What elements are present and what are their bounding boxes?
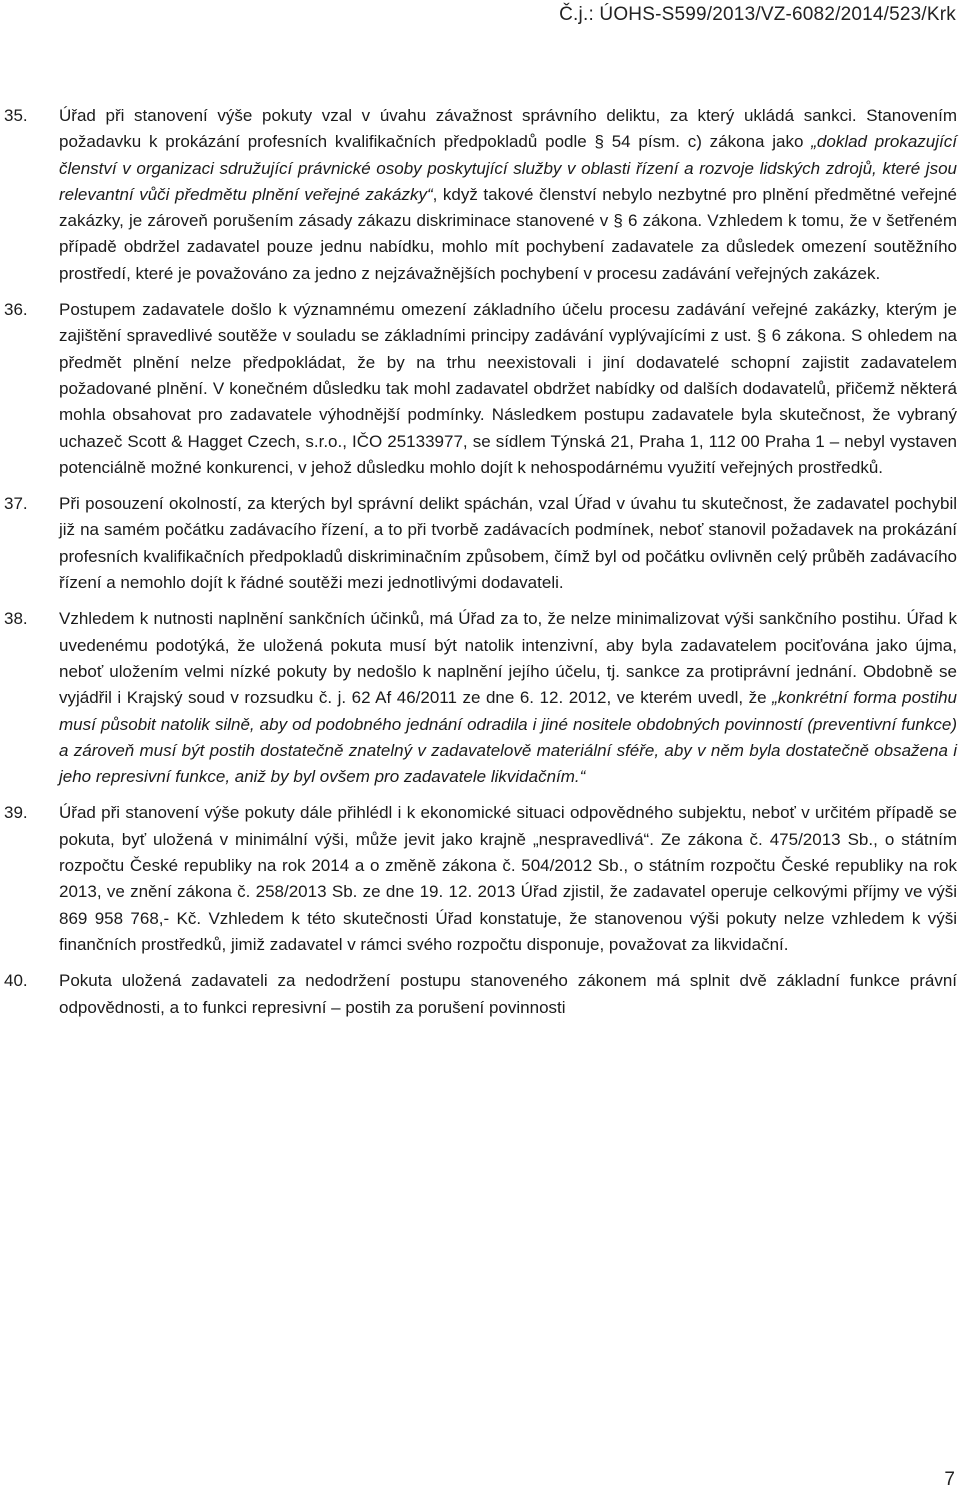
paragraph-text: [59, 968, 957, 1021]
text-segment: Vzhledem k nutnosti naplnění sankčních účinků, má Úřad za to, že nelze minimalizovat výši sankčního postihu. Úřad k uvedenému podotýká, že uložená pokuta musí být natolik intenzivní, aby byla zadavatelem pociťována jako újma, neboť uložením velmi nízké pokuty by nedošlo k naplnění jejího účelu, tj. sankce za protiprávní jednání. Obdobně se vyjádřil i Krajský soud v rozsudku č. j. 62 Af 46/2011 ze dne 6. 12. 2012, ve kterém uvedl, že: [59, 609, 957, 708]
paragraph-40: [4, 968, 957, 1021]
paragraph-text: [59, 606, 957, 790]
text-segment: Pokuta uložená zadavateli za nedodržení postupu stanoveného zákonem má splnit dvě základní funkce právní odpovědnosti, a to funkci represivní – postih za porušení povinnosti: [59, 971, 957, 1017]
paragraph-number: 35.: [4, 106, 28, 125]
text-segment: , když takové členství nebylo nezbytné pro plnění předmětné veřejné zakázky, je zároveň porušením zásady zákazu diskriminace stanovené v § 6 zákona. Vzhledem k tomu, že v šetřeném případě obdržel zadavatel pouze jednu nabídku, mohlo mít pochybení zadavatele za důsledek omezení soutěžního prostředí, které je považováno za jedno z nejzávažnějších pochybení v procesu zadávání veřejných zakázek.: [59, 184, 958, 283]
paragraph-text: [59, 297, 957, 481]
text-segment: Postupem zadavatele došlo k významnému omezení základního účelu procesu zadávání veřejné zakázky, kterým je zajištění spravedlivé soutěže v souladu se základními principy zadávání vyplývajícími z ust. § 6 zákona. S ohledem na předmět plnění nelze předpokládat, že by na trhu neexistovali i jiní dodavatelé schopní zajistit zadavatelem požadované plnění. V konečném důsledku tak mohl zadavatel obdržet nabídky od dalších dodavatelů, přičemž některá mohla obsahovat pro zadavatele výhodnější podmínky. Následkem postupu zadavatele byla skutečnost, že vybraný uchazeč Scott & Hagget Czech, s.r.o., IČO 25133977, se sídlem Týnská 21, Praha 1, 112 00 Praha 1 – nebyl vystaven potenciálně možné konkurenci, v jehož důsledku mohlo dojít k nehospodárnému využití veřejných prostředků.: [59, 300, 957, 477]
document-body: [4, 103, 957, 1031]
paragraph-36: [4, 297, 957, 481]
paragraph-number: 38.: [4, 609, 28, 629]
paragraph-text: [59, 491, 957, 596]
text-segment: Úřad při stanovení výše pokuty vzal v úvahu závažnost správního deliktu, za který ukládá sankci. Stanovením požadavku k prokázání profesních kvalifikačních předpokladů podle § 54 písm. c) zákona jako: [59, 106, 957, 152]
paragraph-37: [4, 491, 957, 596]
quoted-text-segment: „konkrétní forma postihu musí působit natolik silně, aby od podobného jednání odradila i jiné nositele obdobných povinností (preventivní funkce) a zároveň musí být postih dostatečně znatelný v zadavatelově materiální sféře, aby v něm byla dostatečně obsažena i jeho represivní funkce, aniž by byl ovšem pro zadavatele likvidačním.“: [59, 688, 958, 787]
document-reference: Č.j.: ÚOHS-S599/2013/VZ-6082/2014/523/Krk: [559, 4, 956, 25]
paragraph-text: [59, 103, 957, 287]
text-segment: Při posouzení okolností, za kterých byl správní delikt spáchán, vzal Úřad v úvahu tu skutečnost, že zadavatel pochybil již na samém počátku zadávacího řízení, a to při tvorbě zadávacích podmínek, neboť stanovil požadavek na prokázání profesních kvalifikačních předpokladů diskriminačním způsobem, čímž byl od počátku ovlivněn celý průběh zadávacího řízení a nemohlo dojít k řádné soutěži mezi jednotlivými dodavateli.: [59, 494, 957, 593]
paragraph-39: [4, 800, 957, 958]
text-segment: Úřad při stanovení výše pokuty dále přihlédl i k ekonomické situaci odpovědného subjektu, neboť v určitém případě se pokuta, byť uložená v minimální výši, může jevit jako krajně „nespravedlivá“. Ze zákona č. 475/2013 Sb., o státním rozpočtu České republiky na rok 2014 a o změně zákona č. 504/2012 Sb., o státním rozpočtu České republiky na rok 2013, ve znění zákona č. 258/2013 Sb. ze dne 19. 12. 2013 Úřad zjistil, že zadavatel operuje celkovými příjmy ve výši 869 958 768,- Kč. Vzhledem k této skutečnosti Úřad konstatuje, že stanovenou výši pokuty nelze vzhledem k výši finančních prostředků, jimiž zadavatel v rámci svého rozpočtu disponuje, považovat za likvidační.: [59, 803, 957, 954]
paragraph-number: 39.: [4, 803, 28, 823]
page-number: 7: [944, 1469, 955, 1490]
paragraph-number: 40.: [4, 971, 28, 991]
paragraph-number: 37.: [4, 494, 28, 514]
paragraph-35: [4, 103, 957, 287]
paragraph-text: [59, 800, 957, 958]
quoted-text-segment: „doklad prokazující členství v organizaci sdružující právnické osoby poskytující služby v oblasti řízení a rozvoje lidských zdrojů, které jsou relevantní vůči předmětu plnění veřejné zakázky“: [59, 132, 957, 204]
paragraph-38: [4, 606, 957, 790]
paragraph-number: 36.: [4, 300, 28, 320]
